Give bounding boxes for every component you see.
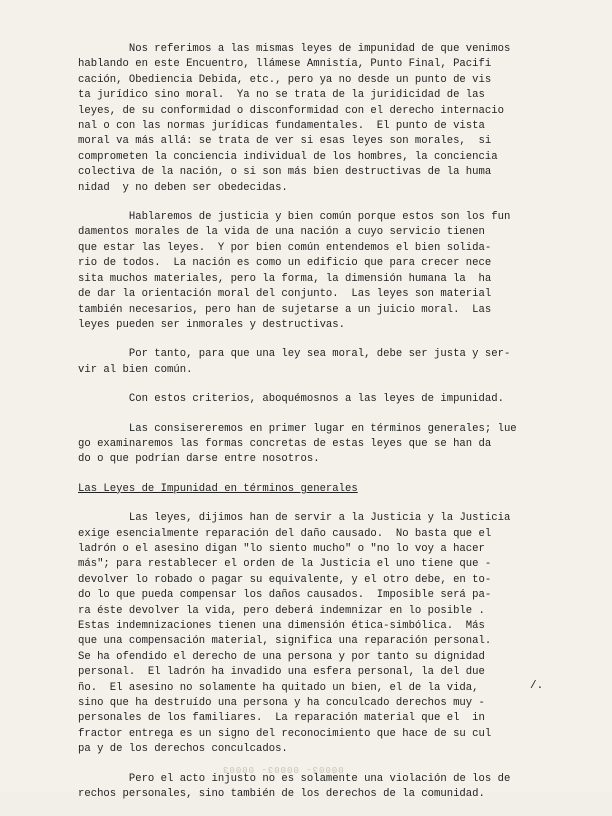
paragraph-consideraremos: Las consisereremos en primer lugar en términos generales; lue go examinaremos las formas concretas de estas leyes que se han da do o que podrían darse entre nosotros. bbox=[78, 422, 517, 466]
paragraph-intro: Nos referimos a las mismas leyes de impunidad de que venimos hablando en este Encuentro, llámese Amnistía, Punto Final, Pacifi cación, Obediencia Debida, etc., pero ya no desde un punto de vis ta jurídico sino moral. Ya no se trata de la juridicidad de las leyes, de su conformidad o disconformidad con el derecho internacio nal o con las normas jurídicas fundamentales. El punto de vista moral va más allá: se trata de ver si esas leyes son morales, si comprometen la conciencia individual de los hombres, la conciencia colectiva de la nación, o si son más bien destructivas de la huma nidad y no deben ser obedecidas. bbox=[78, 43, 511, 194]
footer-stamp: 00003- 00003- 00003 bbox=[222, 764, 344, 774]
paragraph-justicia-bien-comun: Hablaremos de justicia y bien común porque estos son los fun damentos morales de la vida de una nación a cuyo servicio tienen que estar las leyes. Y por bien común entendemos el bien solida- rio de todos. La nación es como un edificio que para crecer nece sita muchos materiales, pero la forma, la dimensión humana la ha de dar la orientación moral del conjunto. Las leyes son material también necesarios, pero han de sujetarse a un juicio moral. Las leyes pueden ser inmorales y destructivas. bbox=[78, 211, 511, 331]
continuation-mark: /. bbox=[530, 680, 544, 692]
section-heading: Las Leyes de Impunidad en términos generales bbox=[78, 482, 358, 495]
paragraph-reparacion: Las leyes, dijimos han de servir a la Justicia y la Justicia exige esencialmente reparación del daño causado. No basta que el ladrón o el asesino digan "lo siento mucho" o "no lo voy a hacer más"; para restablecer el orden de la Justicia el uno tiene que - devolver lo robado o pagar su equivalente, y el otro debe, en to- do lo que pueda compensar los daños causados. Imposible será pa- ra éste devolver la vida, pero deberá indemnizar en lo posible . Estas indemnizaciones tienen una dimensión ética-simbólica. Más que una compensación material, significa una reparación personal. Se ha ofendido el derecho de una persona y por tanto su dignidad personal. El ladrón ha invadido una esfera personal, la del due ño. El asesino no solamente ha quitado un bien, el de la vida, sino que ha destruído una persona y ha conculcado derechos muy - personales de los familiares. La reparación material que el in fractor entrega es un signo del reconocimiento que hace de su cul pa y de los derechos conculcados. bbox=[78, 512, 511, 756]
paragraph-ley-moral: Por tanto, para que una ley sea moral, debe ser justa y ser- vir al bien común. bbox=[78, 348, 511, 376]
document-body bbox=[78, 42, 556, 816]
paragraph-acto-injusto: Pero el acto injusto no es solamente una violación de los de rechos personales, sino también de los derechos de la comunidad. bbox=[78, 772, 511, 801]
paragraph-criterios: Con estos criterios, aboquémosnos a las leyes de impunidad. bbox=[78, 393, 504, 406]
